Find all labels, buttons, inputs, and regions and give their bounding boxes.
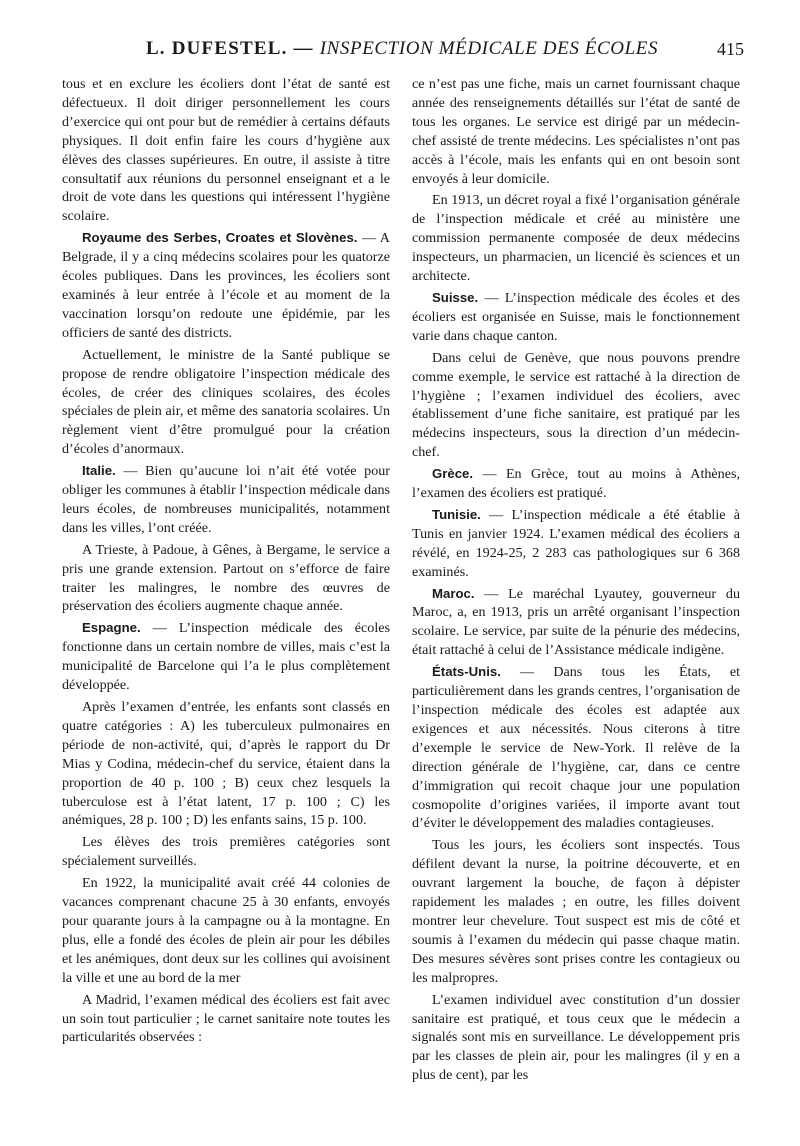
paragraph-text: — L’inspection médicale des écoles et des écoliers est organisée en Suisse, mais le fonctionnement varie dans chaque canton. bbox=[412, 289, 740, 344]
paragraph bbox=[412, 506, 740, 582]
paragraph bbox=[412, 75, 740, 188]
paragraph bbox=[62, 75, 390, 226]
paragraph bbox=[412, 663, 740, 833]
right-text-column bbox=[412, 75, 740, 1088]
paragraph-text: Les élèves des trois premières catégories sont spécialement surveillés. bbox=[62, 834, 390, 870]
country-heading: Italie. bbox=[82, 463, 116, 479]
paragraph-text: L’examen individuel avec constitution d’un dossier sanitaire est pratiqué, et tous ceux que le médecin a signalés sont mis en surveillance. Le développement pris par les classes de plein air, pour les malingres (il y en a plus de cent), par les bbox=[412, 991, 740, 1084]
paragraph bbox=[412, 991, 740, 1086]
running-head bbox=[62, 38, 742, 60]
paragraph-text: A Madrid, l’examen médical des écoliers est fait avec un soin tout particulier ; le carnet sanitaire note toutes les particularités observées : bbox=[62, 991, 390, 1046]
running-head-title: INSPECTION MÉDICALE DES ÉCOLES bbox=[319, 38, 659, 59]
paragraph bbox=[62, 619, 390, 695]
page-header bbox=[62, 38, 742, 68]
paragraph bbox=[412, 585, 740, 661]
paragraph bbox=[62, 698, 390, 830]
running-head-author: L. DUFESTEL. bbox=[145, 38, 288, 59]
country-heading: États-Unis. bbox=[432, 664, 501, 680]
paragraph bbox=[62, 229, 390, 342]
country-heading: Maroc. bbox=[432, 585, 475, 601]
country-heading: Espagne. bbox=[82, 620, 141, 636]
paragraph-text: Actuellement, le ministre de la Santé publique se propose de rendre obligatoire l’inspection médicale des écoles, de créer des cliniques scolaires, des écoles spéciales de plein air, et même des sanatoria scolaires. Un règlement vient d’être promulgué pour la création d’écoles d’anormaux. bbox=[62, 346, 390, 458]
paragraph bbox=[412, 836, 740, 987]
country-heading: Royaume des Serbes, Croates et Slovènes. bbox=[82, 230, 358, 246]
running-head-dash: — bbox=[287, 38, 320, 59]
paragraph bbox=[412, 349, 740, 462]
paragraph bbox=[62, 541, 390, 617]
paragraph-text: Dans celui de Genève, que nous pouvons prendre comme exemple, le service est rattaché à la direction de l’hygiène ; l’examen individuel des écoliers, avec établissement d’une fiche sanitaire, est pratiqué par les médecins inspecteurs, sous la direction d’un médecin-chef. bbox=[412, 349, 740, 461]
paragraph bbox=[62, 346, 390, 459]
paragraph-text: — Le maréchal Lyautey, gouverneur du Maroc, a, en 1913, pris un arrêté organisant l’inspection scolaire. Le service, par suite de la pénurie des médecins, était rattaché à celui de l’Assistance médicale indigène. bbox=[412, 585, 740, 659]
paragraph bbox=[62, 833, 390, 871]
paragraph bbox=[62, 874, 390, 987]
paragraph-text: — Dans tous les États, et particulièrement dans les grands centres, l’organisation de l’inspection médicale des écoles est adaptée aux exigences et aux nécessités. Nous citerons à titre d’exemple le service de New-York. Il relève de la direction générale de l’hygiène, car, dans ce centre d’immigration qui recoit chaque jour une population cosmopolite d’origines variées, il importe avant tout d’éviter le développement des maladies contagieuses. bbox=[412, 664, 740, 832]
paragraph bbox=[412, 191, 740, 286]
paragraph-text: Tous les jours, les écoliers sont inspectés. Tous défilent devant la nurse, la poitrine découverte, et en ouvrant largement la bouche, de façon à dépister rapidement les malades ; en outre, les filles doivent montrer leur chevelure. Tout suspect est mis de côté et soumis à l’examen du médecin qui passe chaque matin. Des mesures sévères sont prises contre les contagieux ou les malpropres. bbox=[412, 837, 740, 986]
paragraph-text: — Bien qu’aucune loi n’ait été votée pour obliger les communes à établir l’inspection médicale dans leurs écoles, de nombreuses municipalités, notamment dans les villes, l’ont créée. bbox=[62, 463, 390, 536]
paragraph-text: tous et en exclure les écoliers dont l’état de santé est défectueux. Il doit diriger personnellement les cours d’exercice qui ont pour but de remédier à certains défauts physiques. Il doit enfin faire les cours d’hygiène aux élèves des classes supérieures. En outre, il assiste à titre consultatif aux réunions du personnel enseignant et a le droit de vote dans les questions qui intéressent l’hygiène scolaire. bbox=[62, 76, 390, 225]
paragraph-text: — L’inspection médicale a été établie à Tunis en janvier 1924. L’examen médical des écoliers a révélé, en 1924-25, 2 283 cas pathologiques sur 6 368 examinés. bbox=[412, 506, 740, 580]
paragraph-text: — L’inspection médicale des écoles fonctionne dans un certain nombre de villes, mais c’est la municipalité de Barcelone qui l’a le plus complètement développée. bbox=[62, 620, 390, 694]
paragraph bbox=[412, 465, 740, 503]
paragraph-text: Après l’examen d’entrée, les enfants sont classés en quatre catégories : A) les tuberculeux pulmonaires en période de non-activité, qui, d’après le rapport du Dr Mias y Codina, médecin-chef du service, étaient dans la proportion de 40 p. 100 ; B) ceux chez lesquels la tuberculose est à l’état latent, 17 p. 100 ; C) les anémiques, 28 p. 100 ; D) les enfants sains, 15 p. 100. bbox=[62, 699, 390, 829]
paragraph-text: ce n’est pas une fiche, mais un carnet fournissant chaque année des renseignements détaillés sur l’état de santé de tous les organes. Le service est dirigé par un médecin-chef assisté de trente médecins. Les spécialistes n’ont pas accès à l’école, mais les enfants qui en ont besoin sont envoyés à leur domicile. bbox=[412, 76, 740, 187]
country-heading: Grèce. bbox=[432, 466, 474, 482]
paragraph-text: — A Belgrade, il y a cinq médecins scolaires pour les quatorze écoles publiques. Dans les provinces, les écoliers sont examinés à leur entrée à l’école et au moment de la vaccination lorsqu’on redoute une épidémie, par les officiers de santé des districts. bbox=[62, 230, 390, 341]
paragraph-text: En 1922, la municipalité avait créé 44 colonies de vacances comprenant chacune 25 à 30 enfants, envoyés pour quarante jours à la campagne ou à la montagne. En plus, elle a fondé des écoles de plein air pour les débiles et les anémiques, dont deux sur les collines qui avoisinent la ville et une au bord de la mer bbox=[62, 875, 390, 986]
paragraph bbox=[412, 289, 740, 346]
country-heading: Tunisie. bbox=[432, 506, 481, 522]
paragraph-text: A Trieste, à Padoue, à Gênes, à Bergame, le service a pris une grande extension. Partout on s’efforce de faire traiter les malingres, le nombre des œuvres de préservation des écoliers augmente chaque année. bbox=[62, 541, 390, 615]
paragraph-text: En 1913, un décret royal a fixé l’organisation générale de l’inspection médicale et créé au ministère une commission permanente composée de deux médecins inspecteurs, un pharmacien, un licencié ès sciences et un architecte. bbox=[412, 192, 740, 285]
paragraph-text: — En Grèce, tout au moins à Athènes, l’examen des écoliers est pratiqué. bbox=[412, 466, 740, 502]
paragraph bbox=[62, 991, 390, 1048]
paragraph bbox=[62, 462, 390, 538]
country-heading: Suisse. bbox=[432, 289, 479, 305]
left-text-column bbox=[62, 75, 390, 1050]
page-number: 415 bbox=[717, 39, 744, 59]
